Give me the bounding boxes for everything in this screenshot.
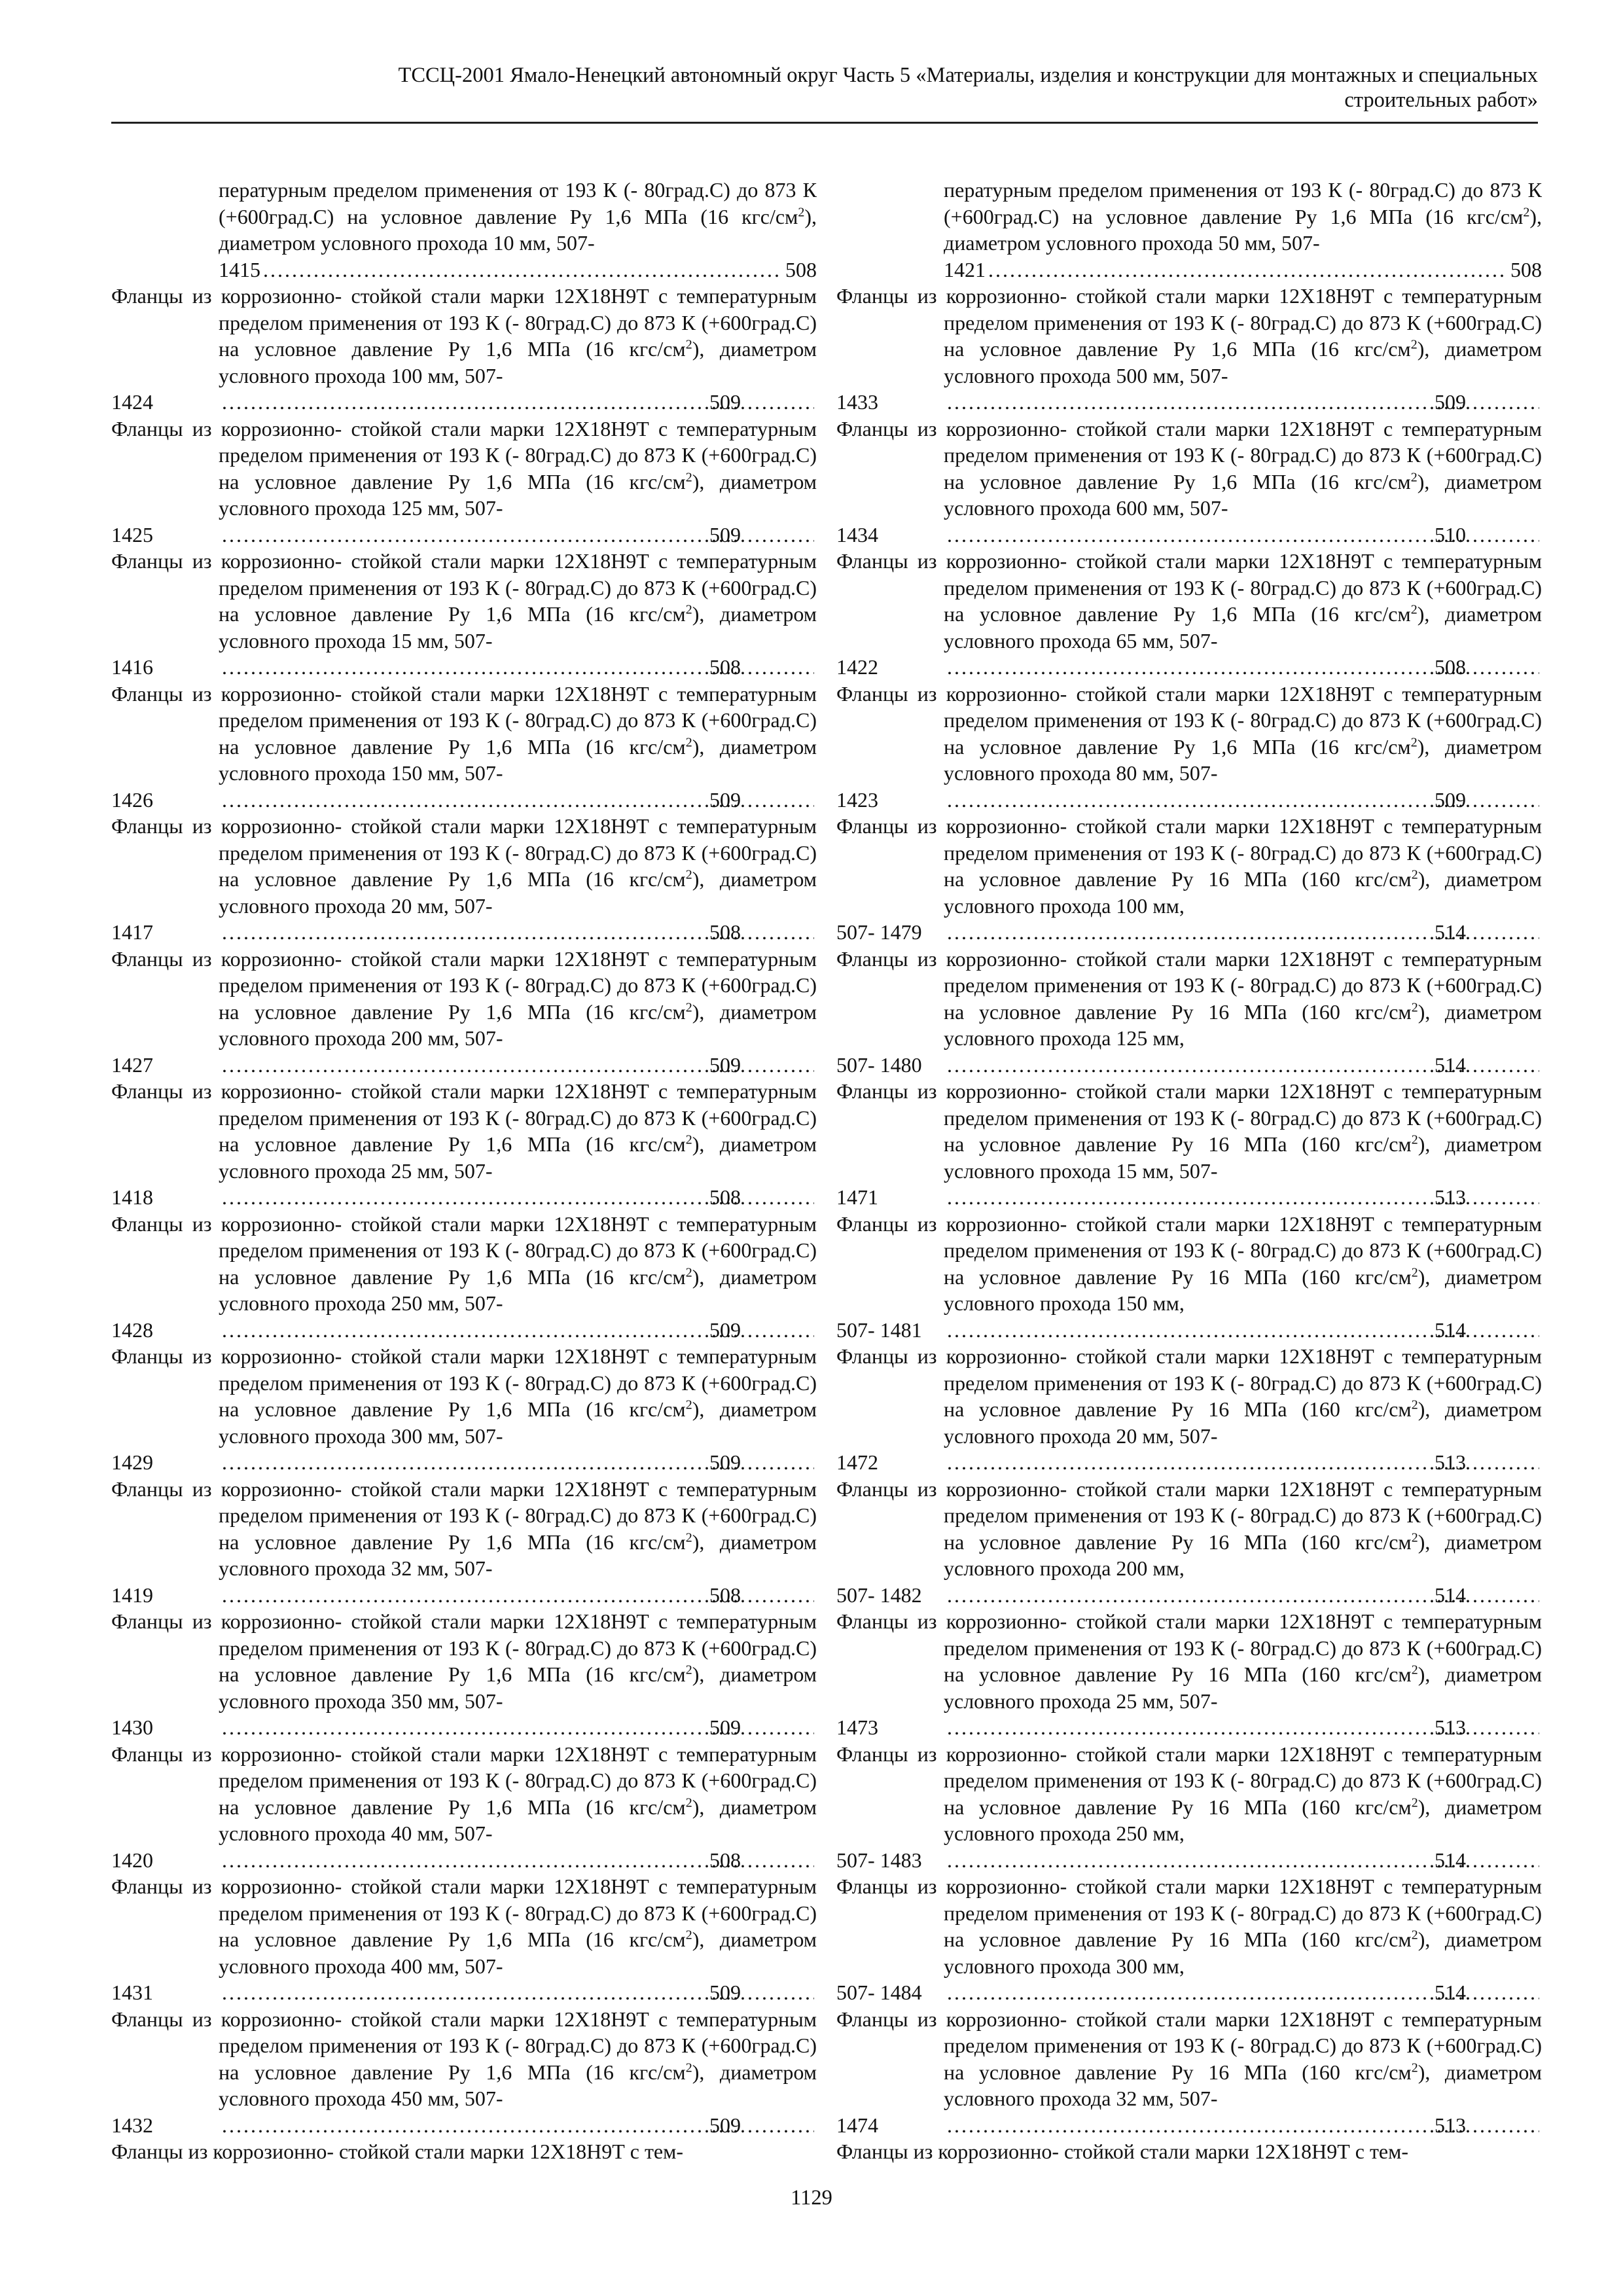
entry-reference-line: 1417 ..... 508	[219, 919, 817, 946]
entry-description-tail: ), диаметром условного прохода 500 мм, 507-	[944, 337, 1543, 387]
entry-description: из коррозионно- стойкой стали марки 12Х18Н9Т с температурным пределом применения от 193 К (- 80град.С) до 873 К (+600град.С) на условное давление Ру 1,6 МПа (16 кгс/см	[192, 1211, 817, 1289]
entry-reference-line: 1430 ..... 509	[219, 1714, 817, 1741]
entry-superscript: 2	[685, 999, 692, 1014]
entry-description-tail: ), диаметром условного прохода 65 мм, 507-	[944, 602, 1543, 653]
entry-reference-line: 1472 ..... 513	[944, 1449, 1542, 1476]
entry-description-tail: ), диаметром условного прохода 80 мм, 507-	[944, 734, 1543, 785]
entry-superscript: 2	[685, 1928, 692, 1943]
entry-description-tail: ), диаметром условного прохода 100 мм, 507-	[219, 337, 817, 387]
entry-lead-word: Фланцы	[111, 284, 183, 308]
entry-description-tail: ), диаметром условного прохода 350 мм, 507-	[219, 1662, 817, 1713]
index-entry	[111, 1873, 817, 2006]
entry-reference-line: 1420 ..... 508	[219, 1847, 817, 1874]
entry-description: из коррозионно- стойкой стали марки 12Х18Н9Т с температурным пределом применения от 193 К (- 80град.С) до 873 К (+600град.С) на условное давление Ру 16 МПа (160 кгс/см	[917, 1874, 1543, 1951]
entry-description: из коррозионно- стойкой стали марки 12Х18Н9Т с температурным пределом применения от 193 К (- 80град.С) до 873 К (+600град.С) на условное давление Ру 1,6 МПа (16 кгс/см	[192, 814, 817, 891]
entry-description: из коррозионно- стойкой стали марки 12Х18Н9Т с температурным пределом применения от 193 К (- 80град.С) до 873 К (+600град.С) на условное давление Ру 1,6 МПа (16 кгс/см	[917, 549, 1543, 626]
entry-description: из коррозионно- стойкой стали марки 12Х18Н9Т с температурным пределом применения от 193 К (- 80град.С) до 873 К (+600град.С) на условное давление Ру 1,6 МПа (16 кгс/см	[192, 681, 817, 759]
index-entry	[836, 2138, 1542, 2165]
entry-reference-line: 1473 ..... 513	[944, 1714, 1542, 1741]
entry-description-tail: ), диаметром условного прохода 450 мм, 507-	[219, 2060, 817, 2110]
entry-description-tail: ), диаметром условного прохода 150 мм,	[944, 1265, 1543, 1315]
index-entry	[111, 1078, 817, 1211]
entry-reference-line: 1434 ..... 510	[944, 522, 1542, 548]
entry-description-tail: ), диаметром условного прохода 15 мм, 507-	[219, 602, 817, 653]
entry-description: из коррозионно- стойкой стали марки 12Х18Н9Т с температурным пределом применения от 193 К (- 80град.С) до 873 К (+600град.С) на условное давление Ру 16 МПа (160 кгс/см	[917, 1079, 1543, 1156]
index-entry	[836, 1608, 1542, 1741]
entry-reference-line: 1426 ..... 509	[219, 787, 817, 814]
entry-reference-line	[219, 257, 817, 283]
index-entry	[836, 416, 1542, 548]
entry-lead-word: Фланцы	[836, 681, 908, 706]
entry-superscript: 2	[1410, 734, 1418, 749]
index-entry	[111, 813, 817, 946]
entry-reference-line: 1429 ..... 509	[219, 1449, 817, 1476]
entry-description-tail: ), диаметром условного прохода 150 мм, 507-	[219, 734, 817, 785]
index-entry	[111, 416, 817, 548]
entry-reference-line: 1422 ..... 508	[944, 654, 1542, 681]
entry-superscript: 2	[1411, 1265, 1418, 1280]
entry-lead-word: Фланцы	[836, 1477, 908, 1501]
entry-reference-line: 1471 ..... 513	[944, 1184, 1542, 1211]
entry-superscript: 2	[798, 204, 805, 219]
entry-description: пературным пределом применения от 193 К (- 80град.С) до 873 К (+600град.С) на условное давление Ру 1,6 МПа (16 кгс/см	[944, 178, 1542, 228]
entry-reference-line: 1425 ..... 509	[219, 522, 817, 548]
entry-description: из коррозионно- стойкой стали марки 12Х18Н9Т с температурным пределом применения от 193 К (- 80град.С) до 873 К (+600град.С) на условное давление Ру 16 МПа (160 кгс/см	[917, 2007, 1543, 2084]
index-entry	[836, 548, 1542, 681]
entry-lead-word: Фланцы	[836, 549, 908, 573]
index-entry	[111, 1608, 817, 1741]
entry-lead-word: Фланцы	[836, 1344, 908, 1368]
dot-leader	[988, 257, 1508, 283]
entry-superscript: 2	[1410, 602, 1418, 617]
entry-description-tail: ), диаметром условного прохода 20 мм, 507-	[944, 1397, 1543, 1448]
entry-reference-line: 1432 ..... 509	[219, 2112, 817, 2139]
entry-lead-word: Фланцы	[836, 1742, 908, 1766]
entry-lead-word: Фланцы	[836, 1079, 908, 1103]
entry-description: из коррозионно- стойкой стали марки 12Х18Н9Т с температурным пределом применения от 193 К (- 80град.С) до 873 К (+600град.С) на условное давление Ру 1,6 МПа (16 кгс/см	[192, 1344, 817, 1421]
entry-superscript: 2	[1411, 1795, 1418, 1810]
entry-description-tail: ), диаметром условного прохода 125 мм,	[944, 999, 1543, 1050]
entry-description-tail: ), диаметром условного прохода 25 мм, 507-	[219, 1132, 817, 1183]
entry-reference-line: 1424 ..... 509	[219, 389, 817, 416]
entry-code: 1421	[944, 257, 986, 281]
header-divider	[111, 122, 1538, 124]
entry-reference-line: 507- 1481 ..... 514	[944, 1317, 1542, 1344]
entry-description: из коррозионно- стойкой стали марки 12Х18Н9Т с температурным пределом применения от 193 К (- 80град.С) до 873 К (+600град.С) на условное давление Ру 16 МПа (160 кгс/см	[917, 946, 1543, 1024]
entry-description-tail: ), диаметром условного прохода 40 мм, 507-	[219, 1795, 817, 1845]
running-header	[111, 63, 1538, 113]
entry-reference-line: 507- 1483 ..... 514	[944, 1847, 1542, 1874]
entry-description: из коррозионно- стойкой стали марки 12Х18Н9Т с температурным пределом применения от 193 К (- 80град.С) до 873 К (+600град.С) на условное давление Ру 1,6 МПа (16 кгс/см	[192, 549, 817, 626]
index-column-right	[836, 177, 1542, 2165]
entry-reference-line: 1419 ..... 508	[219, 1582, 817, 1609]
entry-superscript: 2	[685, 1397, 692, 1412]
entry-superscript: 2	[1411, 1397, 1418, 1412]
entry-superscript: 2	[1410, 469, 1418, 484]
entry-code: 1415	[219, 257, 260, 281]
entry-reference-line: 507- 1482 ..... 514	[944, 1582, 1542, 1609]
entry-description: из коррозионно- стойкой стали марки 12Х18Н9Т с температурным пределом применения от 193 К (- 80град.С) до 873 К (+600град.С) на условное давление Ру 1,6 МПа (16 кгс/см	[192, 1477, 817, 1554]
index-entry	[111, 1343, 817, 1476]
entry-reference-line: 1418 ..... 508	[219, 1184, 817, 1211]
entry-description: из коррозионно- стойкой стали марки 12Х18Н9Т с температурным пределом применения от 193 К (- 80град.С) до 873 К (+600град.С) на условное давление Ру 1,6 МПа (16 кгс/см	[192, 1609, 817, 1686]
entry-description: из коррозионно- стойкой стали марки 12Х18Н9Т с тем-	[188, 2140, 684, 2163]
entry-description-tail: ), диаметром условного прохода 20 мм, 507-	[219, 867, 817, 918]
index-entry	[111, 177, 817, 283]
entry-description-tail: ), диаметром условного прохода 25 мм, 507-	[944, 1662, 1543, 1713]
entry-description-tail: ), диаметром условного прохода 32 мм, 507-	[219, 1530, 817, 1580]
index-entry	[111, 681, 817, 814]
entry-reference-line: 507- 1484 ..... 514	[944, 1979, 1542, 2006]
entry-description-tail: ), диаметром условного прохода 200 мм,	[944, 1530, 1543, 1580]
entry-description-tail: ), диаметром условного прохода 300 мм,	[944, 1928, 1543, 1978]
index-entry	[836, 1078, 1542, 1211]
index-entry	[111, 1741, 817, 1874]
entry-superscript: 2	[1411, 1928, 1418, 1943]
entry-superscript: 2	[1523, 204, 1530, 219]
entry-lead-word: Фланцы	[836, 1211, 908, 1236]
entry-description: из коррозионно- стойкой стали марки 12Х18Н9Т с температурным пределом применения от 193 К (- 80град.С) до 873 К (+600град.С) на условное давление Ру 16 МПа (160 кгс/см	[917, 1477, 1543, 1554]
entry-lead-word: Фланцы	[111, 416, 183, 440]
entry-description: из коррозионно- стойкой стали марки 12Х18Н9Т с температурным пределом применения от 193 К (- 80град.С) до 873 К (+600град.С) на условное давление Ру 1,6 МПа (16 кгс/см	[192, 1742, 817, 1819]
index-entry	[111, 548, 817, 681]
entry-lead-word: Фланцы	[111, 1344, 183, 1368]
entry-superscript: 2	[685, 1530, 692, 1545]
entry-lead-word: Фланцы	[111, 2140, 183, 2163]
entry-lead-word: Фланцы	[836, 284, 908, 308]
index-entry	[111, 2138, 817, 2165]
entry-description: из коррозионно- стойкой стали марки 12Х18Н9Т с температурным пределом применения от 193 К (- 80град.С) до 873 К (+600град.С) на условное давление Ру 16 МПа (160 кгс/см	[917, 1742, 1543, 1819]
entry-superscript: 2	[685, 2060, 692, 2075]
entry-reference-line: 507- 1479 ..... 514	[944, 919, 1542, 946]
entry-page-number: 508	[1510, 257, 1542, 281]
entry-description: из коррозионно- стойкой стали марки 12Х18Н9Т с температурным пределом применения от 193 К (- 80град.С) до 873 К (+600град.С) на условное давление Ру 1,6 МПа (16 кгс/см	[192, 416, 817, 493]
entry-lead-word: Фланцы	[111, 2007, 183, 2031]
entry-description-tail: ), диаметром условного прохода 200 мм, 507-	[219, 999, 817, 1050]
entry-description: из коррозионно- стойкой стали марки 12Х18Н9Т с температурным пределом применения от 193 К (- 80град.С) до 873 К (+600град.С) на условное давление Ру 1,6 МПа (16 кгс/см	[192, 1874, 817, 1951]
entry-lead-word: Фланцы	[111, 681, 183, 706]
index-column-left	[111, 177, 817, 2165]
entry-superscript: 2	[1411, 2060, 1418, 2075]
entry-description: из коррозионно- стойкой стали марки 12Х18Н9Т с температурным пределом применения от 193 К (- 80град.С) до 873 К (+600град.С) на условное давление Ру 16 МПа (160 кгс/см	[917, 1344, 1543, 1421]
entry-superscript: 2	[685, 1265, 692, 1280]
entry-description: из коррозионно- стойкой стали марки 12Х18Н9Т с температурным пределом применения от 193 К (- 80град.С) до 873 К (+600град.С) на условное давление Ру 1,6 МПа (16 кгс/см	[917, 284, 1543, 361]
entry-lead-word: Фланцы	[111, 1874, 183, 1898]
index-entry	[111, 946, 817, 1079]
entry-lead-word: Фланцы	[111, 946, 183, 971]
entry-lead-word: Фланцы	[111, 1477, 183, 1501]
entry-lead-word: Фланцы	[111, 549, 183, 573]
entry-description: из коррозионно- стойкой стали марки 12Х18Н9Т с температурным пределом применения от 193 К (- 80град.С) до 873 К (+600град.С) на условное давление Ру 16 МПа (160 кгс/см	[917, 1211, 1543, 1289]
entry-description: из коррозионно- стойкой стали марки 12Х18Н9Т с температурным пределом применения от 193 К (- 80град.С) до 873 К (+600град.С) на условное давление Ру 1,6 МПа (16 кгс/см	[192, 946, 817, 1024]
header-line-1: ТССЦ-2001 Ямало-Ненецкий автономный округ Часть 5 «Материалы, изделия и конструкции для монтажных и специальных	[398, 63, 1538, 87]
index-entry	[111, 1211, 817, 1344]
entry-superscript: 2	[685, 337, 692, 352]
entry-superscript: 2	[1410, 337, 1418, 352]
entry-superscript: 2	[1411, 1530, 1418, 1545]
header-line-2: строительных работ»	[1344, 88, 1538, 112]
entry-superscript: 2	[685, 1795, 692, 1810]
index-entry	[836, 1343, 1542, 1476]
entry-superscript: 2	[685, 734, 692, 749]
entry-description: пературным пределом применения от 193 К (- 80град.С) до 873 К (+600град.С) на условное давление Ру 1,6 МПа (16 кгс/см	[219, 178, 817, 228]
entry-description: из коррозионно- стойкой стали марки 12Х18Н9Т с температурным пределом применения от 193 К (- 80град.С) до 873 К (+600град.С) на условное давление Ру 1,6 МПа (16 кгс/см	[917, 681, 1543, 759]
entry-reference-line: 1416 ..... 508	[219, 654, 817, 681]
entry-superscript: 2	[1411, 1132, 1418, 1147]
entry-superscript: 2	[685, 1132, 692, 1147]
index-entry	[836, 283, 1542, 416]
index-entry	[836, 1873, 1542, 2006]
index-entry	[836, 1476, 1542, 1609]
index-entry	[111, 1476, 817, 1609]
entry-lead-word: Фланцы	[836, 2007, 908, 2031]
page-number: 1129	[791, 2186, 832, 2210]
entry-description-tail: ), диаметром условного прохода 32 мм, 507-	[944, 2060, 1543, 2110]
entry-description-tail: ), диаметром условного прохода 10 мм, 507-	[219, 204, 817, 255]
entry-reference-line: 1427 ..... 509	[219, 1052, 817, 1079]
entry-description: из коррозионно- стойкой стали марки 12Х18Н9Т с температурным пределом применения от 193 К (- 80град.С) до 873 К (+600град.С) на условное давление Ру 16 МПа (160 кгс/см	[917, 814, 1543, 891]
entry-superscript: 2	[1411, 867, 1418, 882]
entry-description: из коррозионно- стойкой стали марки 12Х18Н9Т с температурным пределом применения от 193 К (- 80град.С) до 873 К (+600град.С) на условное давление Ру 1,6 МПа (16 кгс/см	[192, 284, 817, 361]
index-entry	[836, 1211, 1542, 1344]
entry-lead-word: Фланцы	[836, 946, 908, 971]
entry-description-tail: ), диаметром условного прохода 300 мм, 507-	[219, 1397, 817, 1448]
entry-superscript: 2	[685, 602, 692, 617]
index-entry	[836, 177, 1542, 283]
entry-description-tail: ), диаметром условного прохода 125 мм, 507-	[219, 469, 817, 520]
index-entry	[836, 946, 1542, 1079]
entry-description: из коррозионно- стойкой стали марки 12Х18Н9Т с температурным пределом применения от 193 К (- 80град.С) до 873 К (+600град.С) на условное давление Ру 1,6 МПа (16 кгс/см	[917, 416, 1543, 493]
index-entry	[836, 2006, 1542, 2139]
dot-leader	[263, 257, 783, 283]
entry-lead-word: Фланцы	[836, 2140, 908, 2163]
index-entry	[836, 1741, 1542, 1874]
entry-lead-word: Фланцы	[111, 1609, 183, 1633]
entry-description-tail: ), диаметром условного прохода 600 мм, 507-	[944, 469, 1543, 520]
entry-lead-word: Фланцы	[111, 1079, 183, 1103]
entry-reference-line: 1431 ..... 509	[219, 1979, 817, 2006]
entry-lead-word: Фланцы	[111, 1211, 183, 1236]
entry-description: из коррозионно- стойкой стали марки 12Х18Н9Т с тем-	[913, 2140, 1409, 2163]
entry-description-tail: ), диаметром условного прохода 15 мм, 507-	[944, 1132, 1543, 1183]
entry-lead-word: Фланцы	[836, 1874, 908, 1898]
entry-reference-line: 1433 ..... 509	[944, 389, 1542, 416]
entry-description: из коррозионно- стойкой стали марки 12Х18Н9Т с температурным пределом применения от 193 К (- 80град.С) до 873 К (+600град.С) на условное давление Ру 1,6 МПа (16 кгс/см	[192, 1079, 817, 1156]
entry-lead-word: Фланцы	[836, 416, 908, 440]
entry-reference-line: 507- 1480 ..... 514	[944, 1052, 1542, 1079]
entry-page-number: 508	[785, 257, 817, 281]
entry-description-tail: ), диаметром условного прохода 400 мм, 507-	[219, 1928, 817, 1978]
entry-reference-line: 1423 ..... 509	[944, 787, 1542, 814]
entry-superscript: 2	[685, 469, 692, 484]
entry-lead-word: Фланцы	[111, 814, 183, 838]
entry-reference-line: 1474 ..... 513	[944, 2112, 1542, 2139]
entry-description-tail: ), диаметром условного прохода 250 мм,	[944, 1795, 1543, 1845]
entry-lead-word: Фланцы	[836, 1609, 908, 1633]
entry-description: из коррозионно- стойкой стали марки 12Х18Н9Т с температурным пределом применения от 193 К (- 80град.С) до 873 К (+600град.С) на условное давление Ру 1,6 МПа (16 кгс/см	[192, 2007, 817, 2084]
entry-superscript: 2	[685, 867, 692, 882]
entry-description-tail: ), диаметром условного прохода 50 мм, 507-	[944, 204, 1542, 255]
entry-superscript: 2	[685, 1662, 692, 1677]
entry-reference-line	[944, 257, 1542, 283]
entry-lead-word: Фланцы	[111, 1742, 183, 1766]
entry-lead-word: Фланцы	[836, 814, 908, 838]
entry-reference-line: 1428 ..... 509	[219, 1317, 817, 1344]
index-entry	[111, 2006, 817, 2139]
entry-superscript: 2	[1411, 1662, 1418, 1677]
index-entry	[836, 813, 1542, 946]
entry-superscript: 2	[1411, 999, 1418, 1014]
index-entry	[111, 283, 817, 416]
entry-description-tail: ), диаметром условного прохода 250 мм, 507-	[219, 1265, 817, 1315]
entry-description-tail: ), диаметром условного прохода 100 мм,	[944, 867, 1543, 918]
entry-description: из коррозионно- стойкой стали марки 12Х18Н9Т с температурным пределом применения от 193 К (- 80град.С) до 873 К (+600град.С) на условное давление Ру 16 МПа (160 кгс/см	[917, 1609, 1543, 1686]
index-entry	[836, 681, 1542, 814]
